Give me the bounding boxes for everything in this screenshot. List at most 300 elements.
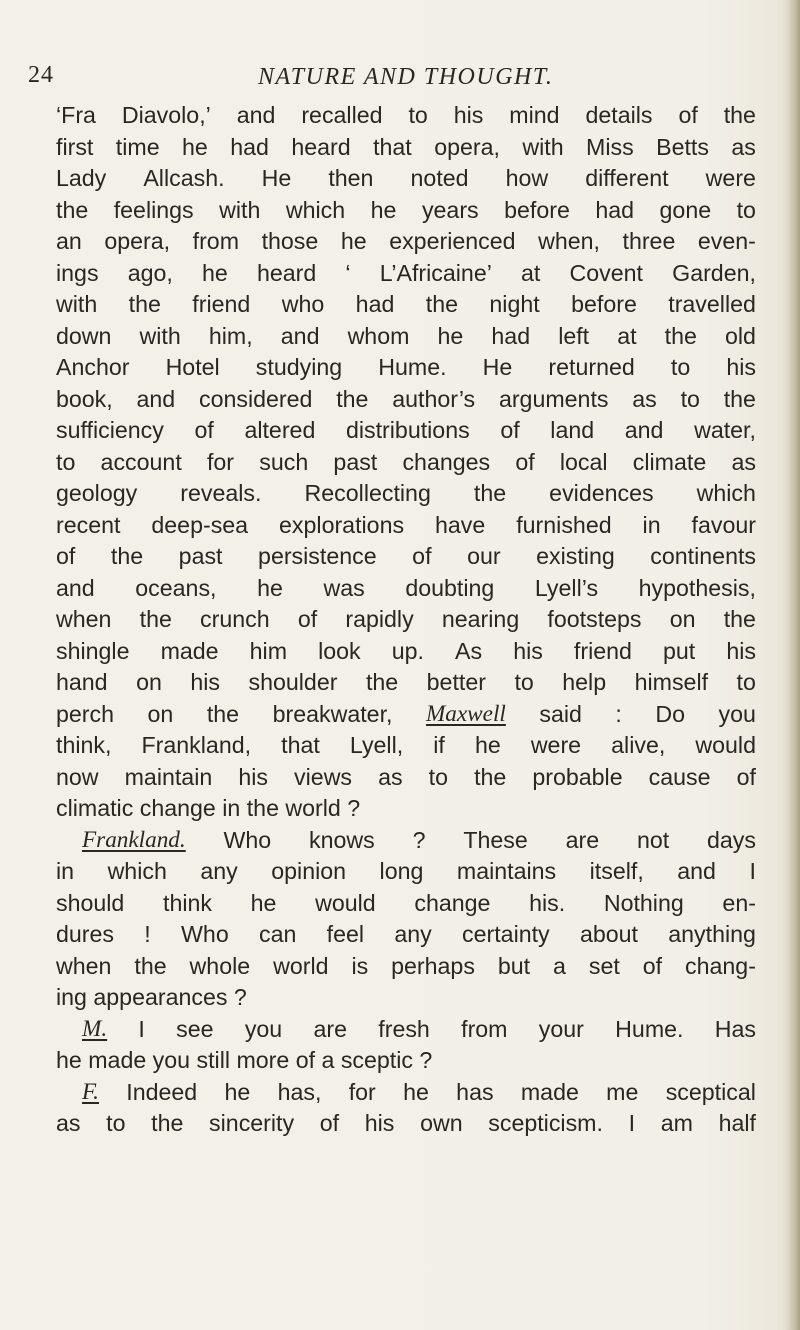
word: set: [588, 952, 620, 979]
text-line: climatic change in the world ?: [56, 795, 361, 821]
word: itself,: [589, 858, 644, 884]
word: see: [176, 1015, 214, 1042]
word: ‘Fra: [56, 102, 96, 128]
word: geology: [56, 480, 138, 506]
word: the: [206, 700, 240, 727]
word: look: [318, 637, 361, 664]
word: days: [707, 826, 756, 853]
word: years: [421, 196, 479, 223]
word: to: [408, 102, 428, 128]
page-number: 24: [28, 62, 54, 88]
word: his: [190, 669, 221, 695]
word: he: [403, 1078, 429, 1105]
word: heard: [256, 259, 317, 286]
word: shoulder: [248, 669, 338, 695]
word: feel: [326, 921, 365, 947]
word: and: [677, 858, 716, 884]
word: as: [56, 1110, 81, 1136]
word: before: [571, 291, 637, 317]
word: about: [579, 921, 638, 947]
word: he: [257, 574, 283, 601]
word: with: [56, 291, 98, 317]
word: anything: [668, 921, 756, 947]
word: Anchor: [56, 354, 130, 380]
word: altered: [244, 417, 316, 443]
word: the: [134, 952, 167, 979]
word: with: [139, 322, 181, 349]
word: Garden,: [672, 259, 756, 286]
word: the: [723, 385, 756, 412]
word: of: [678, 102, 698, 128]
word: to: [428, 763, 448, 790]
word: certainty: [462, 921, 550, 947]
word: on: [136, 669, 162, 695]
word: L’Africaine’: [379, 259, 492, 286]
word: He: [482, 354, 513, 380]
word: oceans,: [135, 574, 217, 601]
page-header: [28, 62, 748, 92]
speaker-name: Maxwell: [425, 700, 506, 727]
word: opera,: [434, 133, 500, 160]
word: to: [736, 196, 756, 223]
word: evidences: [549, 480, 654, 506]
speaker-name: M.: [82, 1015, 108, 1042]
text-line: [56, 447, 756, 479]
word: rapidly: [345, 606, 414, 632]
word: the: [139, 606, 172, 632]
word: in: [56, 858, 75, 884]
word: mind: [509, 102, 560, 128]
word: existing: [536, 543, 615, 569]
word: the: [425, 291, 458, 317]
word: is: [351, 952, 369, 979]
text-line: [56, 951, 756, 983]
word: feelings: [113, 196, 194, 223]
word: alive,: [611, 732, 666, 758]
word: land: [550, 417, 595, 443]
word: I: [628, 1110, 636, 1136]
word: his: [726, 354, 756, 380]
word: to: [736, 669, 756, 695]
text-line: [56, 1108, 756, 1140]
word: time: [115, 133, 160, 160]
word: travelled: [668, 291, 756, 317]
word: three: [622, 228, 676, 254]
word: long: [379, 858, 424, 884]
word: local: [559, 448, 608, 475]
word: changes: [402, 448, 491, 475]
word: had: [230, 133, 269, 160]
word: the: [336, 385, 369, 412]
word: !: [144, 921, 151, 947]
word: chang-: [685, 952, 756, 979]
word: ‘: [345, 259, 351, 286]
word: author’s: [392, 385, 476, 412]
word: and: [624, 417, 664, 443]
word: if: [433, 732, 445, 758]
word: with: [219, 196, 261, 223]
word: studying: [255, 354, 343, 380]
word: Hume.: [615, 1015, 684, 1042]
word: which: [696, 480, 756, 506]
word: at: [521, 259, 541, 286]
word: his: [513, 637, 543, 664]
text-line: ing appearances ?: [56, 984, 247, 1010]
text-line: he made you still more of a sceptic ?: [56, 1047, 433, 1073]
word: Indeed: [126, 1078, 198, 1105]
word: he: [250, 889, 277, 916]
word: would: [695, 732, 756, 758]
word: his: [453, 102, 484, 128]
text-line: [56, 573, 756, 605]
word: who: [281, 291, 325, 317]
word: probable: [532, 763, 623, 790]
word: friend: [573, 637, 632, 664]
word: to: [56, 448, 76, 475]
word: continents: [650, 543, 756, 569]
word: perhaps: [391, 952, 475, 979]
word: of: [56, 543, 76, 569]
word: I: [749, 858, 756, 884]
text-line: [56, 289, 756, 321]
word: of: [736, 763, 756, 790]
word: left: [558, 322, 590, 349]
text-line: [56, 415, 756, 447]
word: Betts: [656, 133, 709, 160]
word: opera,: [104, 228, 171, 254]
word: on: [669, 606, 696, 632]
word: his: [238, 763, 268, 790]
word: As: [455, 637, 483, 664]
word: put: [663, 637, 696, 664]
word: you: [244, 1015, 283, 1042]
word: deep-sea: [151, 511, 249, 538]
text-line: [56, 195, 756, 227]
word: shingle: [56, 637, 130, 664]
word: his: [726, 637, 756, 664]
word: had: [595, 196, 635, 223]
text-line: [56, 352, 756, 384]
word: you: [718, 700, 756, 727]
word: the: [365, 669, 399, 695]
text-line: [56, 258, 756, 290]
word: to: [680, 385, 700, 412]
word: him,: [208, 322, 253, 349]
word: views: [294, 763, 353, 790]
word: as: [378, 763, 403, 790]
word: past: [178, 543, 223, 569]
word: the: [474, 763, 507, 790]
word: to: [106, 1110, 126, 1136]
word: has: [456, 1078, 494, 1105]
word: to: [514, 669, 534, 695]
speaker-name: Frankland.: [82, 826, 186, 853]
word: scepticism.: [488, 1110, 603, 1136]
word: perch: [56, 700, 115, 727]
text-line-f: [56, 1077, 756, 1109]
text-line: [56, 541, 756, 573]
word: had: [491, 322, 531, 349]
word: sincerity: [209, 1110, 295, 1136]
word: down: [56, 322, 112, 349]
word: and: [56, 574, 95, 601]
word: and: [280, 322, 320, 349]
word: of: [319, 1110, 340, 1136]
word: were: [705, 165, 756, 191]
word: to: [670, 354, 691, 380]
word: are: [313, 1015, 347, 1042]
text-line: [56, 132, 756, 164]
word: knows: [309, 826, 375, 853]
text-line: [56, 856, 756, 888]
word: from: [192, 228, 240, 254]
word: his.: [529, 889, 566, 916]
word: from: [461, 1015, 508, 1042]
word: better: [426, 669, 486, 695]
text-line: [56, 321, 756, 353]
text-line: [56, 100, 756, 132]
word: ings: [56, 259, 99, 286]
word: persistence: [258, 543, 377, 569]
word: gone: [659, 196, 712, 223]
word: in: [642, 511, 661, 538]
word: himself: [634, 669, 709, 695]
word: can: [259, 921, 297, 947]
word: past: [333, 448, 378, 475]
word: he: [474, 732, 501, 758]
word: returned: [548, 354, 635, 380]
word: favour: [691, 511, 756, 538]
word: account: [100, 448, 182, 475]
word: Has: [714, 1015, 756, 1042]
word: the: [473, 480, 507, 506]
word: of: [412, 543, 432, 569]
word: as: [632, 385, 657, 412]
word: his: [364, 1110, 395, 1136]
text-line: [56, 510, 756, 542]
body-text: [56, 100, 756, 1140]
word: change: [414, 889, 491, 916]
word: on: [147, 700, 174, 727]
word: the: [128, 291, 161, 317]
word: was: [323, 574, 365, 601]
word: for: [206, 448, 235, 475]
word: of: [194, 417, 214, 443]
word: Allcash.: [143, 165, 225, 191]
page-edge-shadow: [786, 0, 800, 1330]
word: not: [636, 826, 670, 853]
word: old: [724, 322, 756, 349]
word: he: [182, 133, 208, 160]
speaker-name: F.: [82, 1078, 99, 1105]
word: considered: [198, 385, 313, 412]
word: of: [500, 417, 520, 443]
word: Who: [223, 826, 272, 853]
word: night: [489, 291, 540, 317]
word: I: [138, 1015, 145, 1042]
word: he: [340, 228, 367, 254]
word: of: [515, 448, 535, 475]
word: Covent: [569, 259, 643, 286]
word: own: [420, 1110, 463, 1136]
word: of: [297, 606, 318, 632]
word: Hume.: [378, 354, 447, 380]
word: ago,: [127, 259, 173, 286]
word: recent: [56, 511, 121, 538]
word: the: [151, 1110, 184, 1136]
text-line: [56, 636, 756, 668]
word: maintain: [124, 763, 213, 790]
word: Who: [181, 921, 229, 947]
word: experienced: [389, 228, 516, 254]
text-line: [56, 478, 756, 510]
word: the: [723, 102, 756, 128]
word: different: [585, 165, 669, 191]
word: footsteps: [547, 606, 642, 632]
word: opinion: [271, 858, 347, 884]
word: he: [224, 1078, 251, 1105]
word: made: [160, 637, 219, 664]
word: distributions: [345, 417, 470, 443]
word: am: [660, 1110, 693, 1136]
word: :: [615, 700, 622, 727]
word: he: [202, 259, 228, 286]
word: Lyell,: [349, 732, 404, 758]
word: but: [497, 952, 531, 979]
word: help: [562, 669, 607, 695]
word: world: [273, 952, 329, 979]
word: when: [56, 606, 112, 632]
word: sceptical: [665, 1078, 756, 1105]
word: your: [538, 1015, 584, 1042]
word: Do: [655, 700, 686, 727]
word: when: [56, 952, 112, 979]
word: Recollecting: [304, 480, 431, 506]
word: recalled: [301, 102, 383, 128]
word: were: [530, 732, 582, 758]
word: such: [259, 448, 309, 475]
word: en-: [722, 889, 756, 916]
word: him: [249, 637, 288, 664]
word: He: [261, 165, 292, 191]
word: as: [731, 448, 756, 475]
word: book,: [56, 385, 113, 412]
word: Frankland,: [141, 732, 252, 758]
word: maintains: [456, 858, 557, 884]
word: sufficiency: [56, 417, 164, 443]
word: dures: [56, 921, 115, 947]
word: friend: [192, 291, 251, 317]
text-line-m: [56, 1014, 756, 1046]
word: that: [281, 732, 320, 758]
word: made: [520, 1078, 579, 1105]
text-line-frankland: [56, 825, 756, 857]
word: then: [328, 165, 374, 191]
word: even-: [697, 228, 756, 254]
word: These: [463, 826, 528, 853]
word: me: [606, 1078, 639, 1105]
word: fresh: [378, 1015, 430, 1042]
word: reveals.: [180, 480, 262, 506]
text-line: [56, 730, 756, 762]
word: Hotel: [165, 354, 220, 380]
text-line: [56, 604, 756, 636]
word: the: [664, 322, 697, 349]
text-line: [56, 888, 756, 920]
word: Miss: [586, 133, 634, 160]
word: said: [539, 700, 582, 727]
word: any: [394, 921, 432, 947]
text-line: [56, 919, 756, 951]
word: arguments: [498, 385, 609, 412]
word: before: [504, 196, 570, 223]
word: ?: [412, 826, 426, 853]
text-line: [56, 163, 756, 195]
word: first: [56, 133, 94, 160]
word: whole: [189, 952, 251, 979]
word: and: [136, 385, 176, 412]
word: Lady: [56, 165, 107, 191]
word: noted: [410, 165, 469, 191]
word: of: [642, 952, 663, 979]
word: half: [718, 1110, 756, 1136]
word: he: [370, 196, 397, 223]
word: Lyell’s: [534, 574, 599, 601]
word: any: [200, 858, 238, 884]
word: details: [585, 102, 653, 128]
word: for: [348, 1078, 376, 1105]
word: that: [373, 133, 412, 160]
word: doubting: [405, 574, 495, 601]
word: heard: [291, 133, 351, 160]
word: hypothesis,: [638, 574, 756, 601]
word: should: [56, 889, 125, 916]
word: those: [261, 228, 319, 254]
word: how: [505, 165, 549, 191]
word: furnished: [516, 511, 612, 538]
word: explorations: [279, 511, 405, 538]
text-line-maxwell: [56, 699, 756, 731]
word: think: [163, 889, 212, 916]
word: which: [285, 196, 346, 223]
word: climate: [632, 448, 707, 475]
word: when,: [538, 228, 600, 254]
word: hand: [56, 669, 108, 695]
word: breakwater,: [272, 700, 393, 727]
word: the: [110, 543, 144, 569]
word: he: [437, 322, 464, 349]
text-line: [56, 384, 756, 416]
word: a: [553, 952, 566, 979]
word: crunch: [200, 606, 270, 632]
word: up.: [391, 637, 424, 664]
word: the: [723, 606, 756, 632]
word: has,: [277, 1078, 322, 1105]
word: now: [56, 763, 99, 790]
word: nearing: [441, 606, 520, 632]
word: with: [522, 133, 564, 160]
word: would: [315, 889, 376, 916]
word: an: [56, 228, 82, 254]
text-line: [56, 762, 756, 794]
running-head: NATURE AND THOUGHT.: [258, 64, 554, 90]
word: Nothing: [603, 889, 684, 916]
word: the: [56, 196, 89, 223]
word: at: [617, 322, 637, 349]
word: have: [435, 511, 486, 538]
word: our: [467, 543, 501, 569]
text-line: [56, 226, 756, 258]
